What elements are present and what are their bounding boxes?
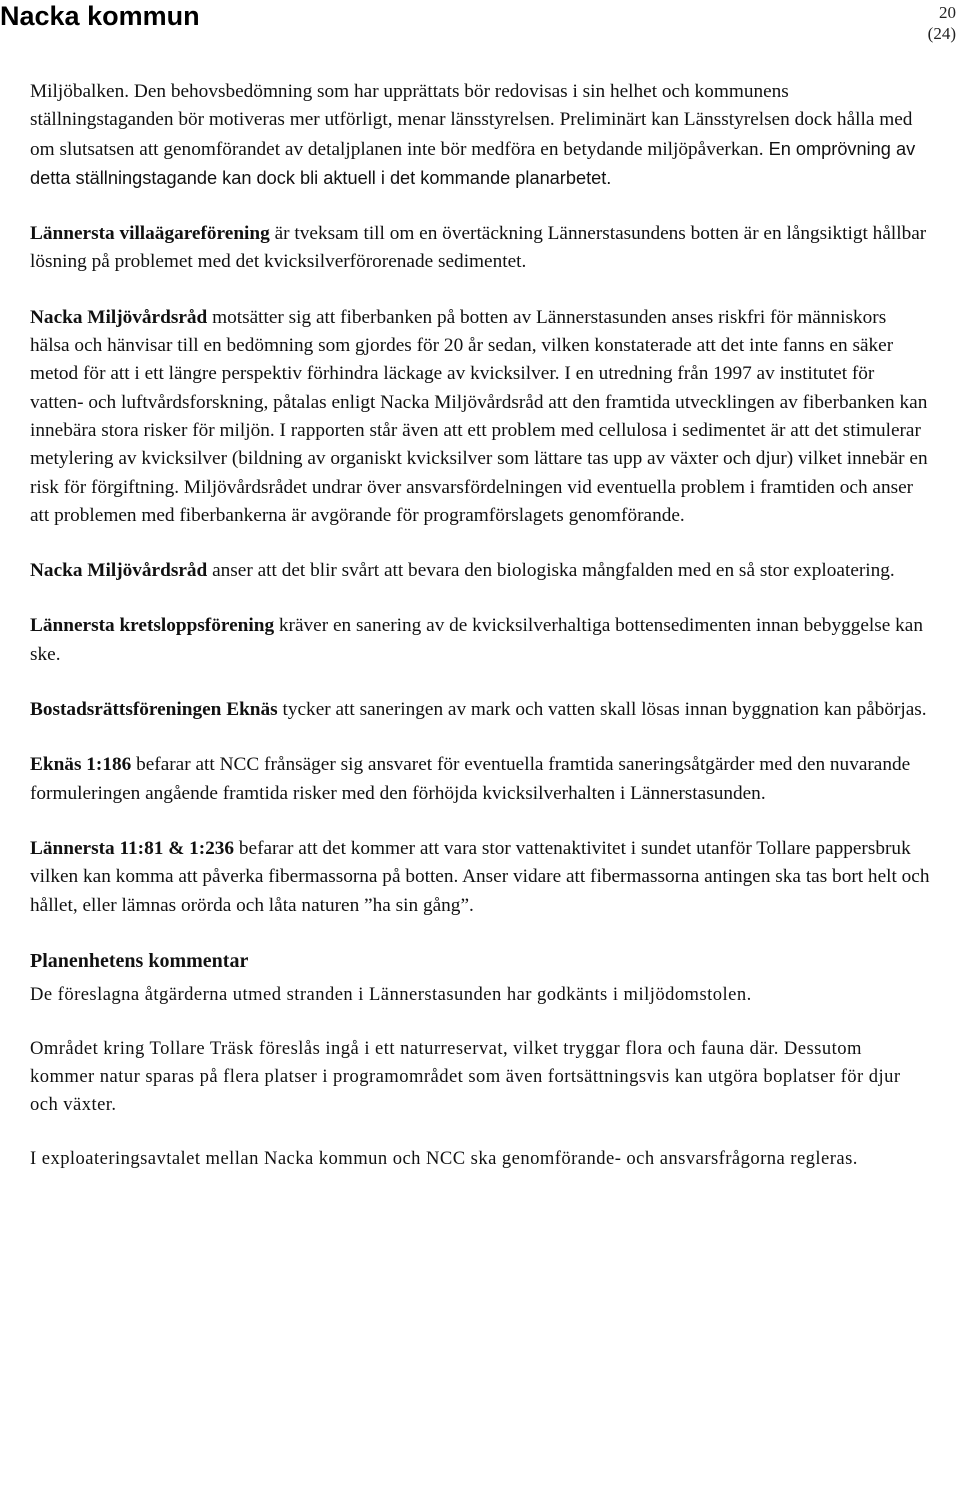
statement-paragraph (30, 696, 930, 724)
statement-text: är tveksam till om en övertäckning Lännerstasundens botten är en långsiktigt hållbar lösning på problemet med det kvicksilverförorenade sedimentet. (30, 223, 927, 273)
statement-org: Nacka Miljövårdsråd (30, 560, 208, 582)
statement-paragraph (30, 557, 930, 585)
statement-paragraph (30, 612, 930, 669)
statement-text: befarar att NCC frånsäger sig ansvaret för eventuella framtida saneringsåtgärder med den nuvarande formuleringen angående framtida risker med den förhöjda kvicksilverhalten i Lännerstasunden. (30, 754, 911, 804)
statement-text: befarar att det kommer att vara stor vattenaktivitet i sundet utanför Tollare pappersbruk vilken kan komma att påverka fibermassorna på botten. Anser vidare att fibermassorna antingen ska tas bort helt och hållet, eller lämnas orörda och låta naturen ”ha sin gång”. (30, 837, 930, 916)
statement-org: Lännersta 11:81 & 1:236 (30, 837, 235, 859)
statement-text: kräver en sanering av de kvicksilverhaltiga bottensedimenten innan bebyggelse kan ske. (30, 615, 924, 665)
document-header-title: Nacka kommun (0, 1, 200, 31)
statement-paragraph (30, 304, 930, 530)
page-total: (24) (927, 24, 956, 43)
comment-heading: Planenhetens kommentar (30, 949, 249, 972)
comment-paragraph: De föreslagna åtgärderna utmed stranden i Lännerstasunden har godkänts i miljödomstolen. (30, 983, 752, 1005)
statement-org: Bostadsrättsföreningen Eknäs (30, 699, 278, 721)
statement-org: Lännersta kretsloppsförening (30, 615, 275, 637)
statement-text: motsätter sig att fiberbanken på botten av Lännerstasunden anses riskfri för människors hälsa och hänvisar till en bedömning som gjordes för 20 år sedan, vilken konstaterade att det inte fanns en säker metod för att i ett längre perspektiv förhindra läckage av kvicksilver. I en utredning från 1997 av institutet för vatten- och luftvårdsforskning, påtalas enligt Nacka Miljövårdsråd att den framtida utvecklingen av fiberbanken kan innebära stora risker för miljön. I rapporten står även att ett problem med cellulosa i sedimentet är att det stimulerar metylering av kvicksilver (bildning av organiskt kvicksilver som lättare tas upp av växter och djur) vilket innebär en risk för förgiftning. Miljövårdsrådet undrar över ansvarsfördelningen vid eventuella problem i framtiden och anser att problemen med fiberbankerna är avgörande för programförslagets genomförande. (30, 306, 928, 526)
statement-paragraph (30, 835, 930, 920)
statement-org: Lännersta villaägareförening (30, 223, 270, 245)
statement-paragraph (30, 220, 930, 277)
page-number (928, 2, 956, 44)
statement-org: Nacka Miljövårdsråd (30, 306, 208, 328)
comment-paragraph: I exploateringsavtalet mellan Nacka kommun och NCC ska genomförande- och ansvarsfrågorna regleras. (30, 1147, 858, 1169)
intro-text-sans: En omprövning av detta ställningstagande kan dock bli aktuell i det kommande planarbetet. (30, 138, 916, 188)
intro-paragraph (30, 78, 930, 193)
intro-text: Miljöbalken. Den behovsbedömning som har upprättats bör redovisas i sin helhet och kommunens ställningstaganden bör motiveras mer utförligt, menar länsstyrelsen. Preliminärt kan Länsstyrelsen dock hålla med om slutsatsen att genomförandet av detaljplanen inte bör medföra en betydande miljöpåverkan. (30, 81, 913, 160)
statement-org: Eknäs 1:186 (30, 754, 132, 776)
statement-text: anser att det blir svårt att bevara den biologiska mångfalden med en så stor exploatering. (207, 560, 895, 582)
document-body (30, 78, 930, 1199)
statement-paragraph (30, 751, 930, 808)
comment-paragraph: Området kring Tollare Träsk föreslås ingå i ett naturreservat, vilket tryggar flora och fauna där. Dessutom kommer natur sparas på flera platser i programområdet som även fortsättningsvis kan utgöra boplatser för djur och växter. (30, 1037, 901, 1115)
statement-text: tycker att saneringen av mark och vatten skall lösas innan byggnation kan påbörjas. (277, 699, 927, 721)
page-current: 20 (939, 3, 956, 22)
